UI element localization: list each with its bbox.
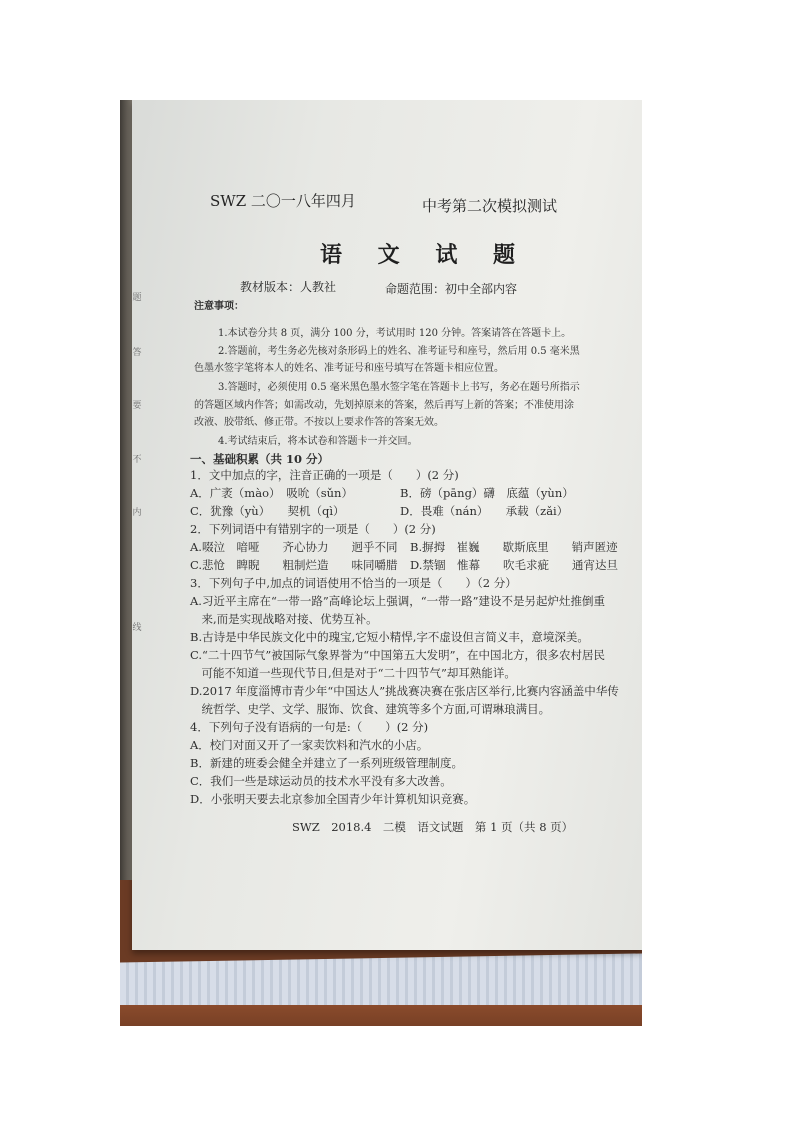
exam-paper: [132, 100, 642, 950]
binding-strip: [120, 100, 132, 880]
question-line: B.古诗是中华民族文化中的瑰宝,它短小精悍,字不虚设但言简义丰，意境深美。: [190, 630, 589, 644]
question-option: D.禁锢 惟幕 吹毛求疵 通宵达旦: [410, 558, 618, 572]
exam-name: 中考第二次模拟测试: [422, 197, 558, 215]
desk-edge: [120, 1005, 642, 1026]
question-line: C．我们一些是球运动员的技术水平没有多大改善。: [190, 774, 452, 788]
notes-heading: 注意事项：: [194, 301, 244, 312]
question-line: 统哲学、史学、文学、服饰、饮食、建筑等多个方面,可谓琳琅满目。: [190, 702, 551, 716]
question-line: A．校门对面又开了一家卖饮料和汽水的小店。: [190, 738, 429, 752]
question-line: 可能不知道一些现代节日,但是对于“二十四节气”却耳熟能详。: [190, 666, 516, 680]
question-line: A.习近平主席在“一带一路”高峰论坛上强调，“一带一路”建设不是另起炉灶推倒重: [190, 594, 605, 608]
question-stem: 1．文中加点的字，注音正确的一项是（ ）(2 分): [190, 468, 459, 482]
question-line: B．新建的班委会健全并建立了一系列班级管理制度。: [190, 756, 463, 770]
question-stem: 4．下列句子没有语病的一句是:（ ）(2 分): [190, 720, 429, 734]
margin-char: 不: [132, 455, 142, 465]
notes-line: 改液、胶带纸、修正带。不按以上要求作答的答案无效。: [194, 417, 444, 428]
question-option: B.摒拇 崔巍 歇斯底里 销声匿迹: [410, 540, 618, 554]
margin-char: 题: [132, 293, 142, 303]
document-photo: [120, 100, 642, 1026]
question-stem: 2．下列词语中有错别字的一项是（ ）(2 分): [190, 522, 436, 536]
question-option: B．磅（pāng）礴 底蕴（yùn）: [400, 486, 574, 500]
question-line: 来,而是实现战略对接、优势互补。: [190, 612, 378, 626]
notes-line: 的答题区域内作答；如需改动，先划掉原来的答案，然后再写上新的答案；不准使用涂: [194, 400, 574, 411]
question-stem: 3．下列句子中,加点的词语使用不恰当的一项是（ ）（2 分）: [190, 576, 517, 590]
margin-char: 线: [132, 623, 142, 633]
textbook-edition: 教材版本：人教社: [240, 280, 337, 294]
question-option: D．畏难（nán） 承载（zǎi）: [400, 504, 569, 518]
notes-line: 4.考试结束后，将本试卷和答题卡一并交回。: [218, 436, 418, 447]
question-option: A.啜泣 喑哑 齐心协力 迥乎不同: [190, 540, 398, 554]
question-line: D.2017 年度淄博市青少年“中国达人”挑战赛决赛在张店区举行,比赛内容涵盖中华传: [190, 684, 619, 698]
margin-char: 内: [132, 508, 142, 518]
question-line: C.“二十四节气”被国际气象界誉为“中国第五大发明”，在中国北方，很多农村居民: [190, 648, 606, 662]
notes-line: 1.本试卷分共 8 页，满分 100 分，考试用时 120 分钟。答案请答在答题卡上。: [218, 328, 572, 339]
exam-date: SWZ 二〇一八年四月: [210, 192, 356, 210]
margin-char: 要: [132, 401, 142, 411]
page-title: 语 文 试 题: [320, 242, 529, 268]
notes-line: 2.答题前，考生务必先核对条形码上的姓名、准考证号和座号，然后用 0.5 毫米黑: [218, 346, 580, 357]
section-heading: 一、基础积累（共 10 分）: [190, 452, 330, 466]
notes-line: 3.答题时，必须使用 0.5 毫米黑色墨水签字笔在答题卡上书写，务必在题号所指示: [218, 382, 580, 393]
margin-char: 答: [132, 348, 142, 358]
exam-scope: 命题范围：初中全部内容: [385, 282, 518, 296]
notes-line: 色墨水签字笔将本人的姓名、准考证号和座号填写在答题卡相应位置。: [194, 363, 504, 374]
question-option: C.悲怆 睥睨 粗制烂造 味同嚼腊: [190, 558, 398, 572]
question-line: D．小张明天要去北京参加全国青少年计算机知识竞赛。: [190, 792, 476, 806]
page-footer: SWZ 2018.4 二模 语文试题 第 1 页（共 8 页）: [292, 820, 574, 834]
question-option: A．广袤（mào） 吸吮（sǔn）: [190, 486, 353, 500]
question-option: C．犹豫（yù） 契机（qì）: [190, 504, 345, 518]
